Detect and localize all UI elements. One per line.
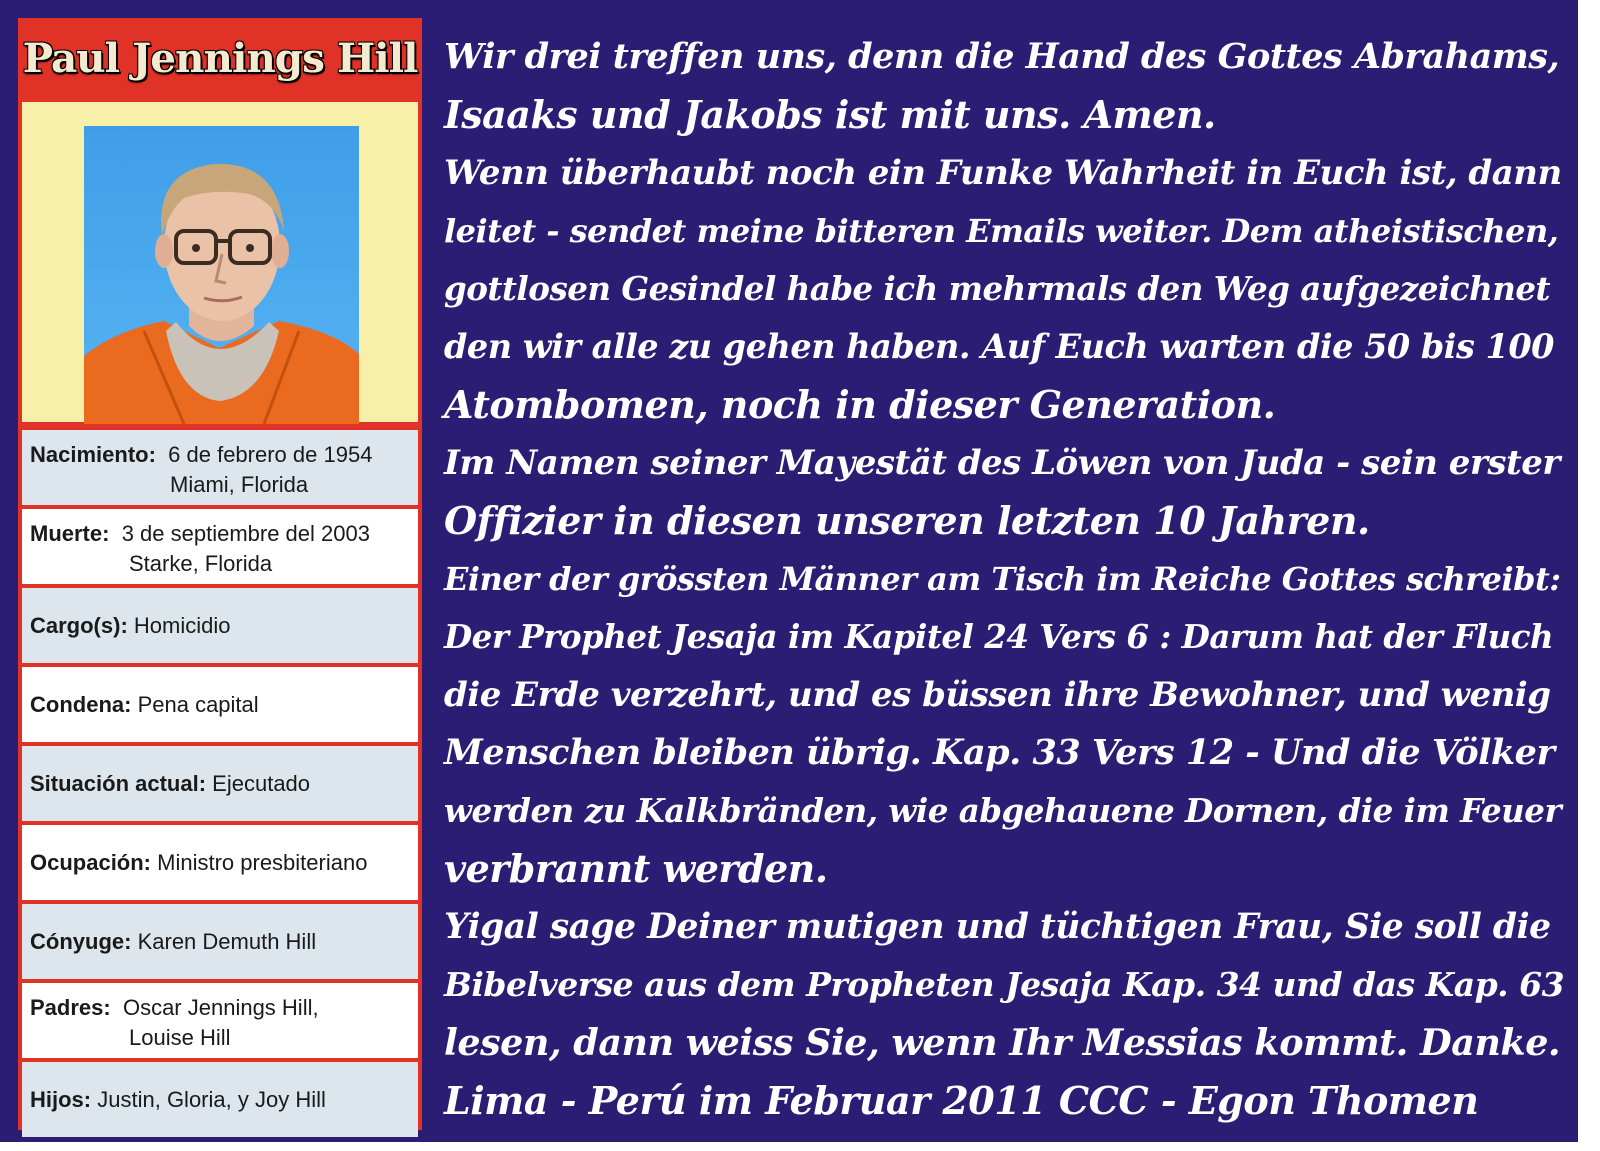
fact-value: 6 de febrero de 1954 [168,442,373,467]
letter-line: Yigal sage Deiner mutigen und tüchtigen Frau, Sie soll die [444,907,1551,947]
fact-value: Oscar Jennings Hill, [122,995,319,1020]
fact-value-cont: Miami, Florida [170,472,309,497]
letter-line: die Erde verzehrt, und es büssen ihre Bewohner, und wenig [444,675,1551,715]
fact-value-cont: Starke, Florida [129,551,273,576]
fact-row-death [22,509,418,584]
fact-value: 3 de septiembre del 2003 [121,521,370,546]
fact-label: Hijos: [30,1086,92,1112]
letter-line: Atombomen, noch in dieser Generation. [444,382,1276,427]
letter-line: Wenn überhaubt noch ein Funke Wahrheit in Euch ist, dann [444,153,1562,193]
fact-row-status [22,746,418,821]
fact-label: Condena: [30,691,132,717]
fact-value: Ejecutado [212,770,311,796]
letter-line: Wir drei treffen uns, denn die Hand des Gottes Abrahams, [444,36,1560,77]
fact-value: Karen Demuth Hill [137,928,317,954]
fact-label: Cónyuge: [30,928,132,954]
letter-line: leitet - sendet meine bitteren Emails weiter. Dem atheistischen, [444,212,1559,250]
letter-line: verbrannt werden. [444,846,828,891]
mugshot-photo [84,126,359,424]
fact-value: Homicidio [133,612,231,638]
fact-row-children [22,1062,418,1137]
letter-line: Bibelverse aus dem Propheten Jesaja Kap. 34 und das Kap. 63 [444,965,1565,1004]
fact-row-charges [22,588,418,663]
fact-label: Ocupación: [30,849,152,875]
photo-frame [22,102,418,422]
fact-label: Muerte: [30,521,110,546]
person-name: Paul Jennings Hill [22,34,418,82]
fact-row-spouse [22,904,418,979]
letter-line: den wir alle zu gehen haben. Auf Euch warten die 50 bis 100 [444,327,1554,366]
fact-value: Ministro presbiteriano [157,849,368,875]
fact-row-occupation [22,825,418,900]
letter-line: Der Prophet Jesaja im Kapitel 24 Vers 6 : Darum hat der Fluch [444,617,1554,656]
portrait-illustration [84,126,359,424]
letter-line: Menschen bleiben übrig. Kap. 33 Vers 12 - Und die Völker [444,732,1555,773]
fact-list [22,430,418,1141]
fact-label: Cargo(s): [30,612,128,638]
fact-value: Justin, Gloria, y Joy Hill [97,1086,326,1112]
letter-signature: Lima - Perú im Februar 2011 CCC - Egon Thomen [444,1078,1479,1123]
letter-line: Isaaks und Jakobs ist mit uns. Amen. [444,92,1216,137]
letter-line: werden zu Kalkbränden, wie abgehauene Dornen, die im Feuer [444,791,1562,830]
fact-row-parents [22,983,418,1058]
fact-value-cont: Louise Hill [129,1025,231,1050]
fact-row-birth [22,430,418,505]
profile-card [18,18,422,1130]
fact-label: Nacimiento: [30,442,156,467]
letter-line: Einer der grössten Männer am Tisch im Reiche Gottes schreibt: [444,560,1561,598]
letter-line: Im Namen seiner Mayestät des Löwen von Juda - sein erster [444,443,1560,483]
fact-label: Padres: [30,995,111,1020]
letter-line: Offizier in diesen unseren letzten 10 Jahren. [444,498,1370,543]
letter-text [444,28,1564,1130]
fact-row-sentence [22,667,418,742]
letter-line: lesen, dann weiss Sie, wenn Ihr Messias kommt. Danke. [444,1021,1561,1064]
fact-value: Pena capital [137,691,259,717]
name-banner [18,18,422,98]
letter-line: gottlosen Gesindel habe ich mehrmals den Weg aufgezeichnet [444,269,1551,308]
fact-label: Situación actual: [30,770,207,796]
